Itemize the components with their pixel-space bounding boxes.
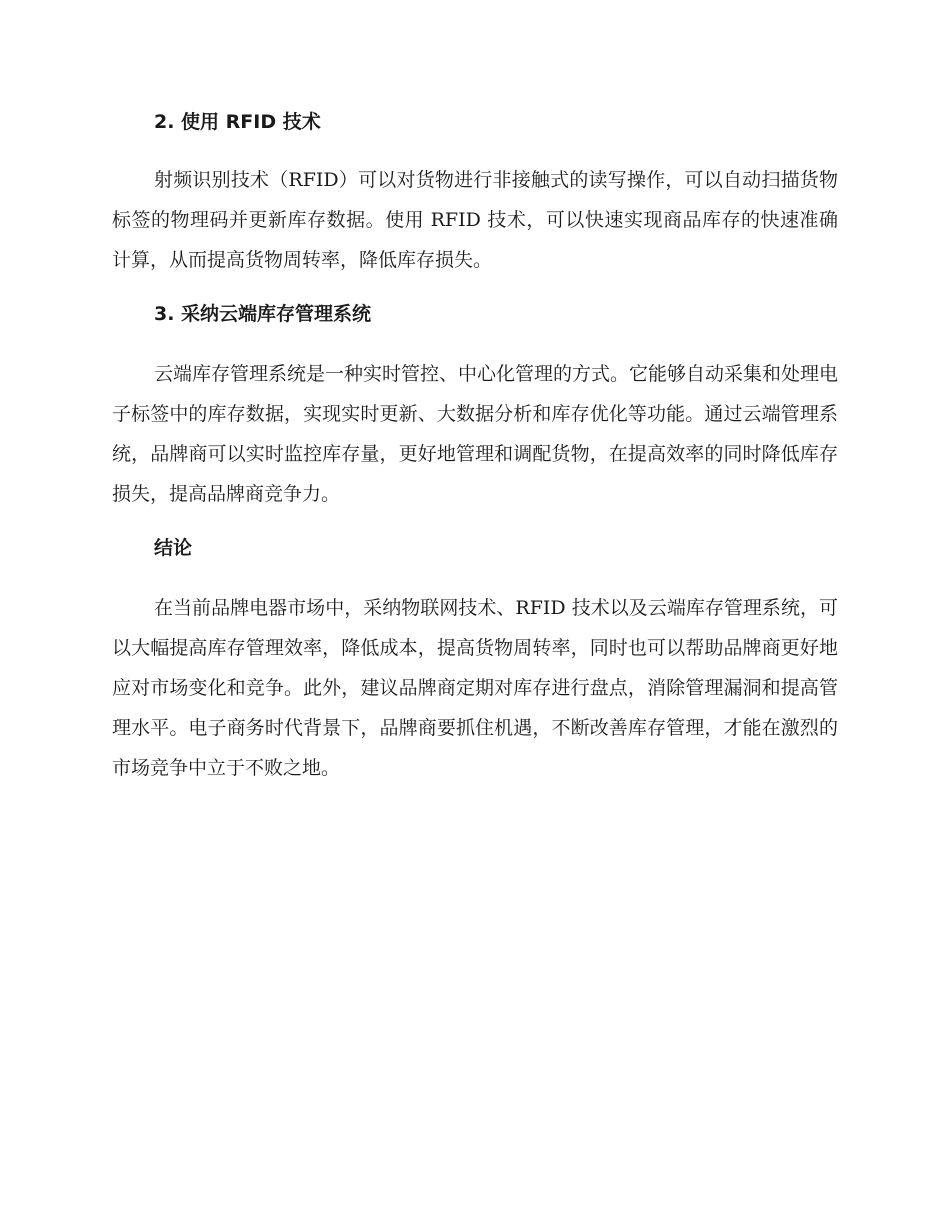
section-heading-cloud-inventory: 3. 采纳云端库存管理系统 [154, 303, 372, 325]
section-paragraph-rfid: 射频识别技术（RFID）可以对货物进行非接触式的读写操作，可以自动扫描货物标签的物理码并更新库存数据。使用 RFID 技术，可以快速实现商品库存的快速准确计算，从而提高货物周转率，降低库存损失。 [112, 169, 838, 271]
section-heading-rfid: 2. 使用 RFID 技术 [154, 111, 321, 133]
section-paragraph-conclusion: 在当前品牌电器市场中，采纳物联网技术、RFID 技术以及云端库存管理系统，可以大幅提高库存管理效率，降低成本，提高货物周转率，同时也可以帮助品牌商更好地应对市场变化和竞争。此外，建议品牌商定期对库存进行盘点，消除管理漏洞和提高管理水平。电子商务时代背景下，品牌商要抓住机遇，不断改善库存管理，才能在激烈的市场竞争中立于不败之地。 [112, 597, 838, 779]
section-cloud-inventory [112, 300, 838, 514]
section-rfid [112, 108, 838, 280]
section-paragraph-cloud-inventory: 云端库存管理系统是一种实时管控、中心化管理的方式。它能够自动采集和处理电子标签中的库存数据，实现实时更新、大数据分析和库存优化等功能。通过云端管理系统，品牌商可以实时监控库存量，更好地管理和调配货物，在提高效率的同时降低库存损失，提高品牌商竞争力。 [112, 363, 839, 505]
section-heading-conclusion: 结论 [154, 537, 193, 559]
document-page [112, 108, 838, 788]
section-conclusion [112, 534, 838, 788]
